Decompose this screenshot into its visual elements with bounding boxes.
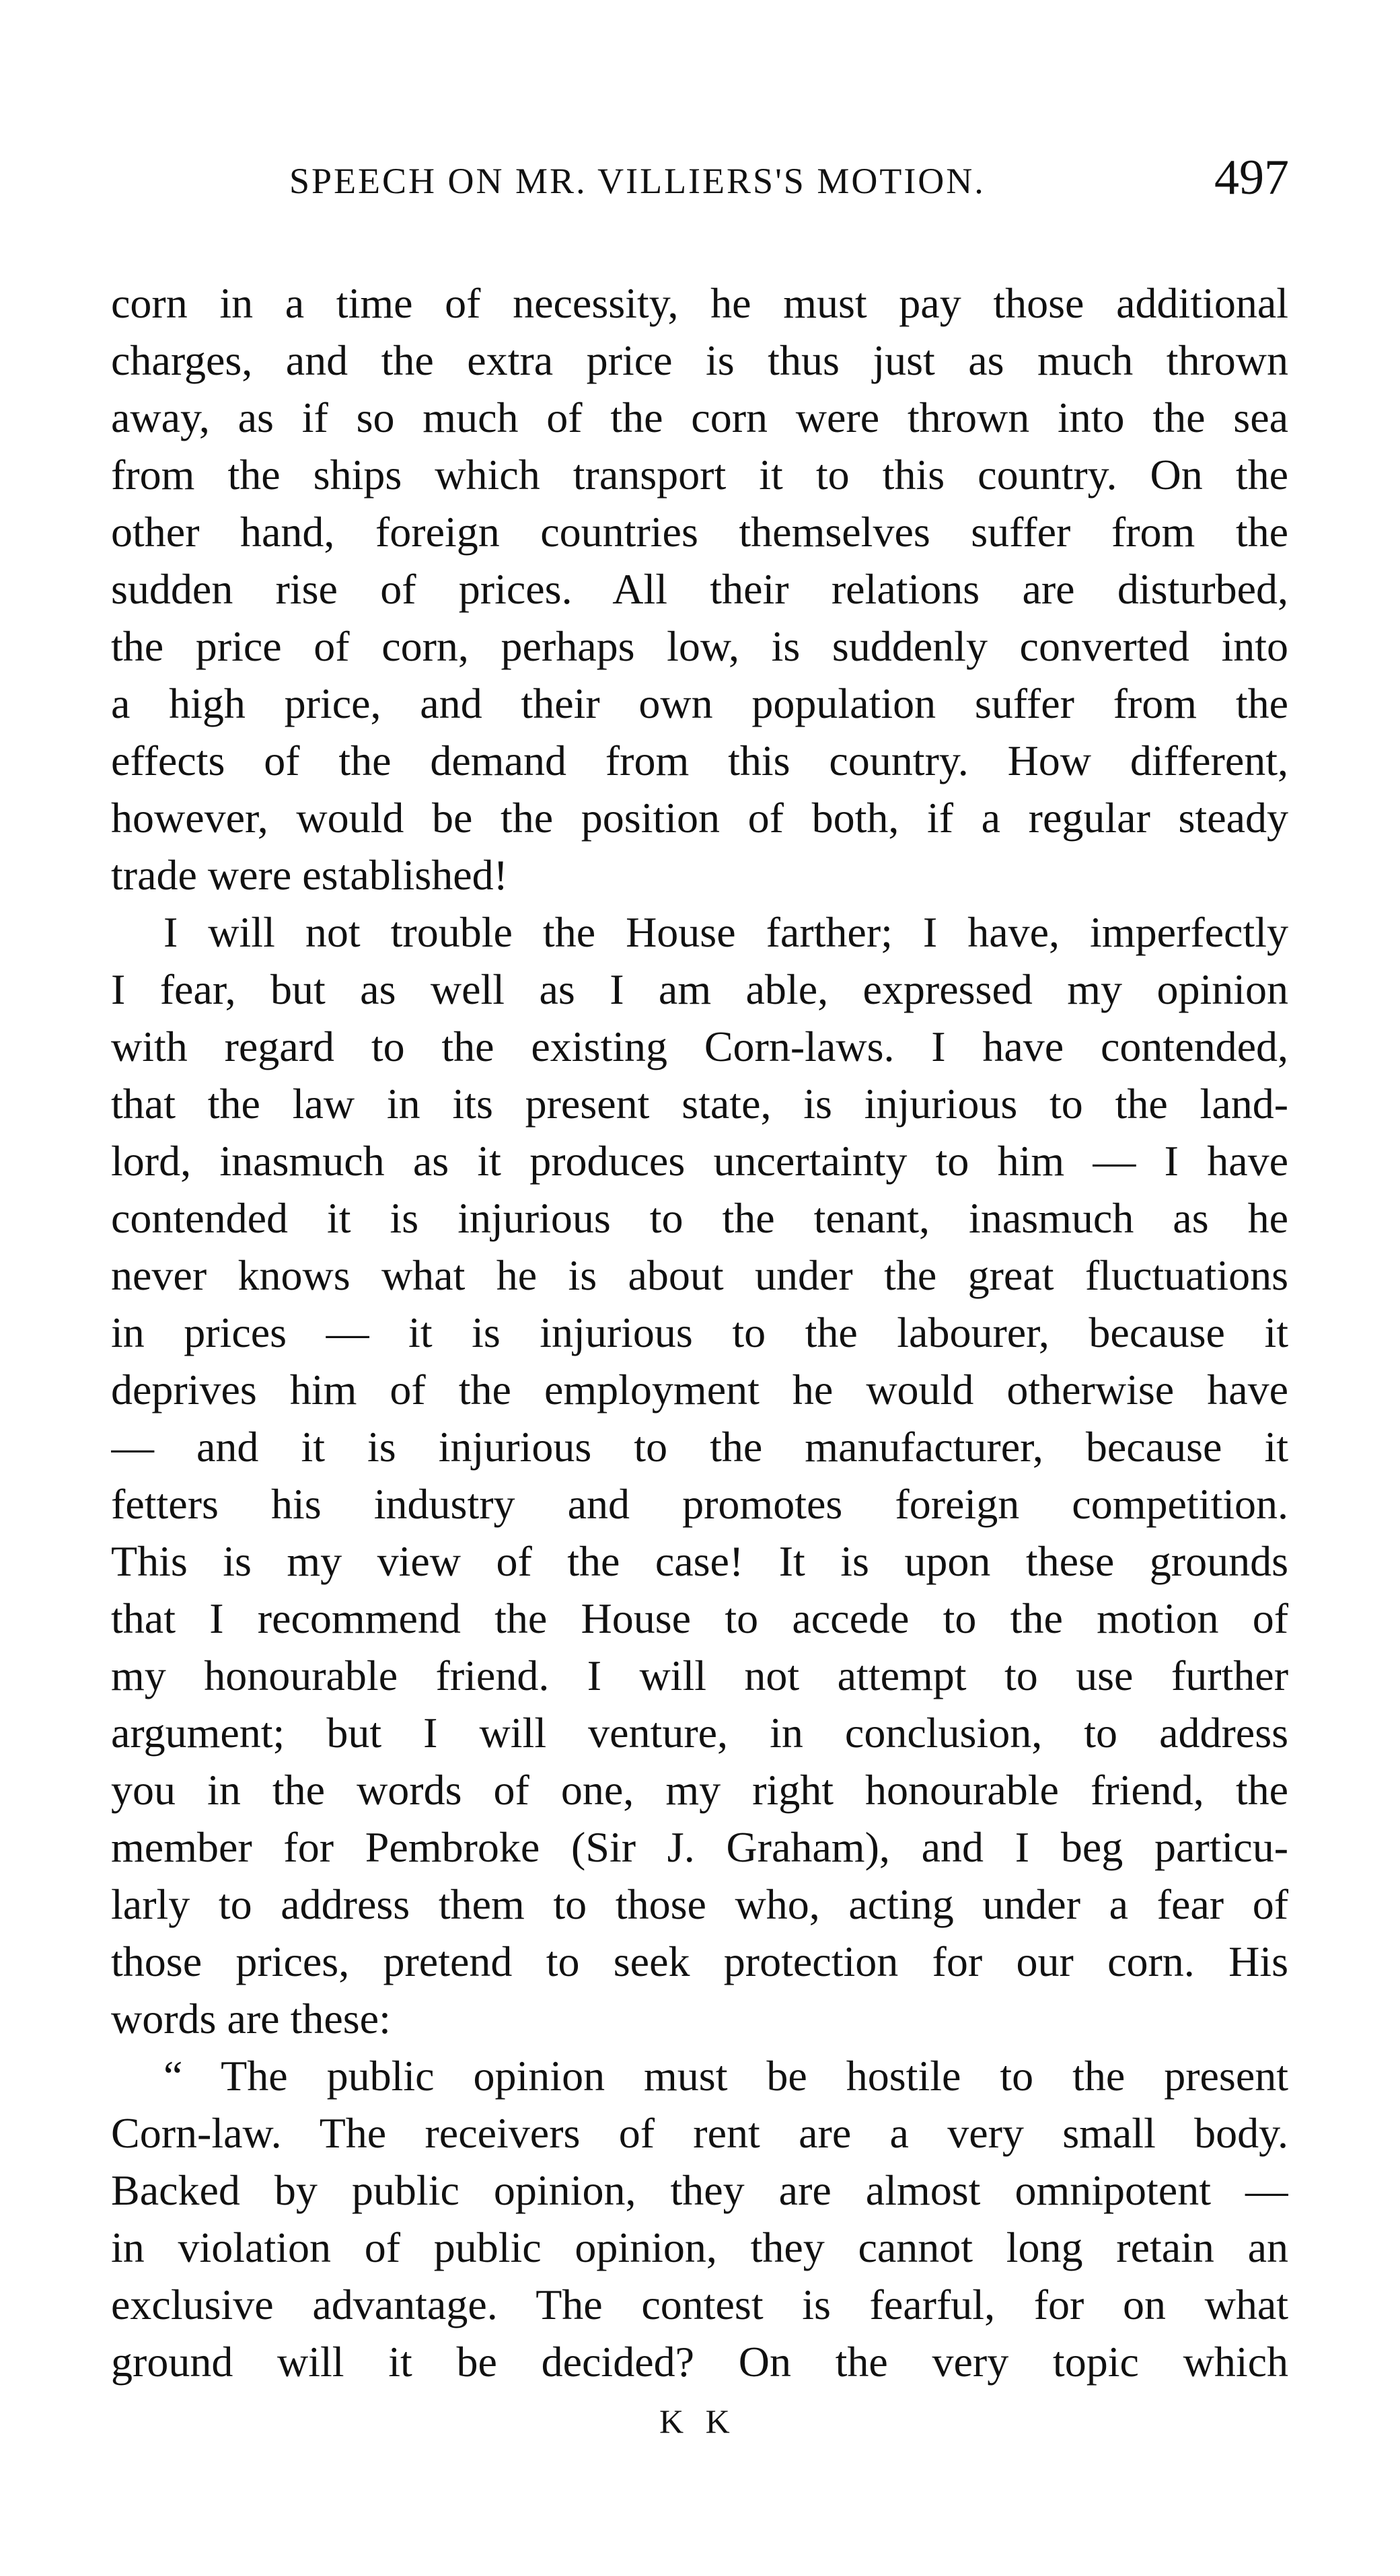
text-line: in prices — it is injurious to the labourer, because it (111, 1309, 1288, 1356)
body-text (111, 274, 1288, 2390)
text-line: corn in a time of necessity, he must pay those additional (111, 279, 1288, 327)
running-title: SPEECH ON MR. VILLIERS'S MOTION. (289, 161, 986, 201)
text-line: contended it is injurious to the tenant, inasmuch as he (111, 1194, 1288, 1242)
text-line: away, as if so much of the corn were thrown into the sea (111, 394, 1288, 441)
quotation-line: ground will it be decided? On the very topic which (111, 2338, 1288, 2386)
text-line: never knows what he is about under the great fluctuations (111, 1251, 1288, 1299)
text-line: — and it is injurious to the manufacturer, because it (111, 1423, 1288, 1471)
text-line: my honourable friend. I will not attempt to use further (111, 1652, 1288, 1699)
text-line: This is my view of the case! It is upon these grounds (111, 1537, 1288, 1585)
text-line: effects of the demand from this country. How different, (111, 737, 1288, 784)
text-line: a high price, and their own population suffer from the (111, 679, 1288, 727)
text-line: I fear, but as well as I am able, expressed my opinion (111, 965, 1288, 1013)
quotation-line: exclusive advantage. The contest is fearful, for on what (111, 2281, 1288, 2328)
text-line: with regard to the existing Corn-laws. I have contended, (111, 1023, 1288, 1070)
text-line: fetters his industry and promotes foreign competition. (111, 1480, 1288, 1528)
text-line: sudden rise of prices. All their relations are disturbed, (111, 565, 1288, 613)
text-line: charges, and the extra price is thus just as much thrown (111, 336, 1288, 384)
quotation-line: Corn-law. The receivers of rent are a very small body. (111, 2109, 1288, 2157)
text-line: lord, inasmuch as it produces uncertainty to him — I have (111, 1137, 1288, 1185)
text-line: from the ships which transport it to this country. On the (111, 451, 1288, 499)
page-number: 497 (1214, 150, 1289, 205)
quotation-line: “ The public opinion must be hostile to the present (163, 2052, 1288, 2100)
text-line: trade were established! (111, 851, 508, 899)
text-line: you in the words of one, my right honourable friend, the (111, 1766, 1288, 1814)
text-line: that I recommend the House to accede to the motion of (111, 1594, 1288, 1642)
text-line: member for Pembroke (Sir J. Graham), and I beg particu- (111, 1823, 1288, 1871)
text-line: however, would be the position of both, if a regular steady (111, 794, 1288, 842)
text-line: other hand, foreign countries themselves suffer from the (111, 508, 1288, 556)
text-line: those prices, pretend to seek protection for our corn. His (111, 1938, 1288, 1985)
text-line: deprives him of the employment he would otherwise have (111, 1366, 1288, 1413)
text-line: that the law in its present state, is injurious to the land- (111, 1080, 1288, 1128)
text-line: I will not trouble the House farther; I have, imperfectly (163, 908, 1288, 956)
quotation-line: in violation of public opinion, they cannot long retain an (111, 2223, 1288, 2271)
text-line: words are these: (111, 1995, 391, 2043)
signature-mark: K K (659, 2402, 737, 2440)
text-line: the price of corn, perhaps low, is suddenly converted into (111, 622, 1288, 670)
quotation-line: Backed by public opinion, they are almost omnipotent — (111, 2166, 1288, 2214)
text-line: larly to address them to those who, acting under a fear of (111, 1880, 1288, 1928)
text-line: argument; but I will venture, in conclusion, to address (111, 1709, 1288, 1757)
